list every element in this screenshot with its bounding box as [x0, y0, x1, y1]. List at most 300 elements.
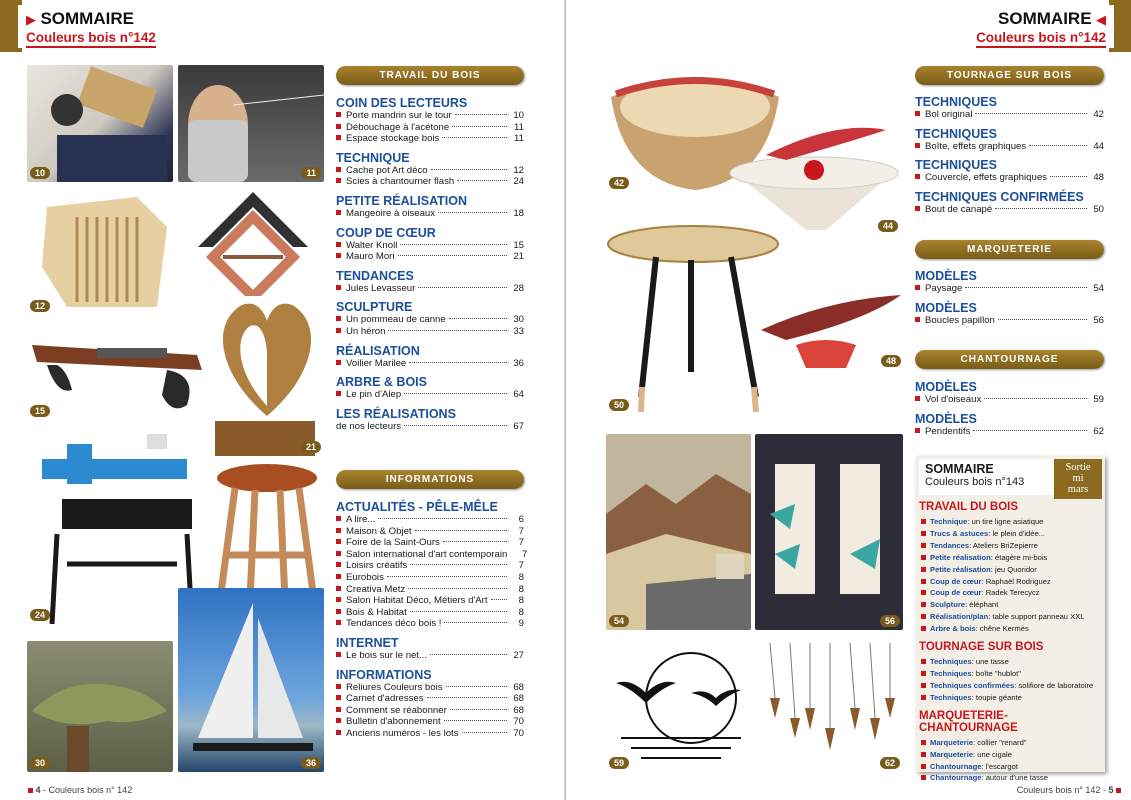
section-marqueterie: MARQUETERIE	[915, 240, 1104, 259]
bullet-icon	[336, 718, 341, 723]
toc-entry-page: 12	[513, 164, 524, 176]
dot-leader	[408, 588, 507, 589]
toc-entry-page: 15	[513, 239, 524, 251]
next-issue-item-value: : éléphant	[965, 600, 999, 610]
toc-entry-label: Carnet d'adresses	[346, 693, 424, 705]
next-issue-item-key: Tendances	[930, 540, 970, 550]
toc-heading: SCULPTURE	[336, 300, 413, 315]
next-issue-section-title: TRAVAIL DU BOIS	[919, 501, 1019, 513]
toc-entry-page: 28	[513, 282, 524, 294]
bullet-icon	[336, 360, 341, 365]
toc-heading: TECHNIQUE	[336, 150, 410, 165]
photo-number: 59	[609, 757, 629, 769]
photo-11	[178, 65, 324, 182]
left-header	[18, 5, 178, 48]
bullet-icon	[336, 551, 341, 556]
next-issue-item	[921, 692, 1105, 704]
bullet-icon	[336, 167, 341, 172]
toc-entry[interactable]	[336, 716, 524, 728]
toc-entry[interactable]	[336, 650, 524, 662]
toc-entry-label: Cache pot Art déco	[346, 164, 428, 176]
toc-entry-page: 27	[513, 649, 524, 661]
toc-entry-label: Boîte, effets graphiques	[925, 140, 1027, 152]
dot-leader	[443, 541, 507, 542]
toc-entry-label: Salon Habitat Déco, Métiers d'Art	[346, 595, 488, 607]
section-travail-du-bois: TRAVAIL DU BOIS	[336, 66, 524, 85]
toc-heading: MODÈLES	[915, 411, 977, 426]
toc-entry-label: Salon international d'art contemporain	[346, 548, 508, 560]
bullet-icon	[336, 528, 341, 533]
toc-entry-label: Couvercle, effets graphiques	[925, 172, 1047, 184]
toc-entry-page: 68	[513, 704, 524, 716]
dot-leader	[404, 425, 507, 426]
toc-heading: MODÈLES	[915, 380, 977, 394]
toc-entry-page: 11	[514, 121, 524, 133]
bullet-icon	[28, 788, 33, 793]
toc-entry-label: Walter Knoll	[346, 239, 398, 251]
toc-entry-page: 8	[518, 595, 524, 607]
next-issue-item	[921, 656, 1105, 668]
toc-chantournage	[915, 374, 1104, 437]
photo-62	[755, 638, 903, 772]
dot-leader	[449, 318, 507, 319]
next-issue-item-value: : une cigale	[973, 749, 1012, 759]
toc-entry-label: Mauro Mori	[346, 251, 395, 263]
next-issue-subtitle: Couleurs bois n°143	[925, 476, 1025, 488]
next-issue-item-value: : jeu Quoridor	[990, 564, 1037, 574]
toc-heading: TECHNIQUES	[915, 126, 997, 141]
next-issue-item	[921, 564, 1105, 576]
toc-entry-page: 7	[518, 525, 524, 537]
bullet-icon	[336, 562, 341, 567]
photo-number: 21	[301, 441, 321, 453]
toc-entry[interactable]	[336, 358, 524, 370]
toc-heading: INTERNET	[336, 635, 399, 650]
dot-leader	[409, 362, 507, 363]
photo-number: 11	[301, 167, 321, 179]
next-issue-item	[921, 737, 1105, 749]
next-issue-item-key: Chantournage	[930, 773, 982, 783]
dot-leader	[415, 530, 507, 531]
bullet-icon	[336, 285, 341, 290]
next-issue-item-value: : un tire ligne asiatique	[967, 517, 1044, 526]
toc-entry[interactable]	[336, 176, 524, 188]
toc-entry[interactable]	[336, 607, 524, 619]
left-page	[0, 0, 565, 800]
next-issue-list	[916, 501, 1105, 784]
bullet-icon	[336, 135, 341, 140]
bullet-icon	[915, 174, 920, 179]
toc-entry-label: Tendances déco bois !	[346, 618, 442, 630]
photo-12	[27, 187, 173, 315]
toc-heading: ARBRE & BOIS	[336, 375, 427, 390]
bullet-icon	[915, 206, 920, 211]
bullet-icon	[336, 516, 341, 521]
toc-entry[interactable]	[915, 141, 1104, 153]
toc-entry[interactable]	[336, 240, 524, 252]
photo-44	[726, 125, 901, 235]
toc-heading: TECHNIQUES CONFIRMÉES	[915, 189, 1084, 204]
toc-entry-page: 64	[513, 389, 524, 401]
bullet-icon	[336, 730, 341, 735]
dot-leader	[410, 564, 507, 565]
dot-leader	[388, 330, 507, 331]
toc-entry[interactable]	[336, 122, 524, 134]
toc-entry-page: 21	[513, 251, 524, 263]
toc-marqueterie	[915, 263, 1104, 326]
next-issue-item-value: : l'escargot	[981, 761, 1018, 771]
toc-entry-page: 33	[513, 325, 524, 337]
next-issue-item-key: Arbre & bois	[930, 624, 976, 634]
toc-entry[interactable]	[336, 548, 528, 561]
photo-number: 30	[30, 757, 50, 769]
bullet-icon	[336, 609, 341, 614]
toc-entry-page: 68	[513, 681, 524, 693]
next-issue-item-value: : collier "renard"	[973, 737, 1027, 747]
bullet-icon	[336, 316, 341, 321]
next-issue-item-key: Coup de cœur	[930, 576, 982, 586]
toc-entry-label: Comment se réabonner	[346, 704, 447, 716]
toc-heading: INFORMATIONS	[336, 667, 432, 682]
dot-leader	[430, 654, 507, 655]
toc-entry[interactable]	[336, 514, 524, 526]
toc-entry-label: Foire de la Saint-Ours	[346, 537, 440, 549]
dot-leader	[418, 287, 507, 288]
dot-leader	[444, 622, 507, 623]
bullet-icon	[1116, 788, 1121, 793]
toc-entry-page: 8	[518, 571, 524, 583]
toc-entry-label: Voilier Marilee	[346, 357, 407, 369]
toc-entry-page: 7	[518, 537, 524, 549]
photo-number: 10	[30, 167, 50, 179]
toc-entry[interactable]	[336, 618, 524, 630]
bullet-icon	[915, 428, 920, 433]
dot-leader	[378, 518, 507, 519]
toc-travail-du-bois	[336, 90, 524, 432]
toc-heading: ACTUALITÉS - PÊLE-MÊLE	[336, 500, 498, 514]
toc-entry-label: Creativa Metz	[346, 583, 406, 595]
toc-entry-page: 6	[518, 514, 524, 525]
next-issue-item-key: Réalisation/plan	[930, 612, 989, 622]
toc-entry-label: Espace stockage bois	[346, 133, 440, 145]
bullet-icon	[336, 539, 341, 544]
bullet-icon	[921, 567, 926, 572]
bullet-icon	[921, 626, 926, 631]
bullet-icon	[336, 210, 341, 215]
page-number: 5	[1108, 785, 1114, 795]
photo-50	[606, 222, 781, 414]
dot-leader	[995, 208, 1087, 209]
dot-leader	[455, 114, 507, 115]
next-issue-item	[921, 599, 1105, 611]
next-issue-box	[916, 456, 1105, 783]
next-issue-item-value: : une tasse	[971, 657, 1009, 667]
photo-28	[210, 460, 324, 608]
toc-entry[interactable]	[336, 133, 524, 145]
bullet-icon	[336, 328, 341, 333]
bullet-icon	[921, 590, 926, 595]
toc-entry[interactable]	[336, 693, 524, 705]
toc-entry-page: 11	[514, 133, 524, 145]
photo-number: 62	[880, 757, 900, 769]
next-issue-item	[921, 772, 1105, 784]
dot-leader	[491, 599, 507, 600]
toc-heading: TECHNIQUES	[915, 158, 997, 173]
dot-leader	[965, 287, 1087, 288]
badge-line: Sortie	[1065, 462, 1091, 473]
toc-entry-label: Porte mandrin sur le tour	[346, 110, 452, 121]
toc-entry-label: Eurobois	[346, 571, 384, 583]
photo-30	[27, 641, 173, 772]
photo-number: 48	[881, 355, 901, 367]
next-issue-item-value: : Radek Terecycz	[981, 588, 1040, 598]
next-issue-item-key: Petite réalisation	[930, 564, 991, 574]
next-issue-item-key: Coup de cœur	[930, 588, 982, 598]
toc-entry-label: Le pin d'Alep	[346, 389, 402, 401]
toc-entry-page: 59	[1093, 394, 1104, 405]
toc-entry[interactable]	[336, 705, 524, 717]
toc-entry-page: 48	[1093, 172, 1104, 184]
toc-heading: PETITE RÉALISATION	[336, 193, 468, 208]
toc-tournage	[915, 89, 1104, 215]
toc-entry-page: 70	[513, 727, 524, 739]
toc-entry-page: 9	[518, 618, 524, 630]
toc-heading: RÉALISATION	[336, 343, 420, 358]
toc-heading: LES RÉALISATIONS	[336, 406, 456, 421]
bullet-icon	[336, 707, 341, 712]
toc-heading: COUP DE CŒUR	[336, 225, 436, 240]
next-issue-item-key: Technique	[930, 517, 968, 526]
bullet-icon	[336, 124, 341, 129]
next-issue-item	[921, 668, 1105, 680]
toc-entry-label: Scies à chantourner flash	[346, 176, 455, 188]
bullet-icon	[336, 178, 341, 183]
next-issue-item	[921, 576, 1105, 588]
toc-entry-label: Jules Levasseur	[346, 282, 416, 294]
right-page	[566, 0, 1131, 800]
next-issue-item-value: : boîte "hublot"	[971, 668, 1021, 678]
next-issue-item-value: : chêne Kermès	[975, 624, 1029, 634]
toc-entry[interactable]	[336, 728, 524, 740]
toc-entry-page: 70	[513, 716, 524, 728]
toc-entry[interactable]	[336, 526, 524, 538]
bullet-icon	[915, 285, 920, 290]
toc-entry[interactable]	[915, 426, 1104, 438]
next-issue-title: SOMMAIRE	[925, 462, 994, 476]
bullet-icon	[921, 614, 926, 619]
header-title: SOMMAIRE	[40, 9, 134, 28]
section-informations: INFORMATIONS	[336, 470, 524, 489]
toc-entry-label: Anciens numéros - les lots	[346, 727, 459, 739]
badge-line: mars	[1067, 484, 1089, 495]
dot-leader	[444, 720, 507, 721]
next-issue-item	[921, 623, 1105, 635]
toc-entry-page: 18	[513, 207, 524, 219]
toc-entry-page: 56	[1093, 314, 1104, 326]
bullet-icon	[915, 396, 920, 401]
next-issue-item-key: Petite réalisation	[930, 552, 991, 562]
section-chantournage: CHANTOURNAGE	[915, 350, 1104, 369]
toc-entry[interactable]	[336, 389, 524, 401]
photo-59	[606, 638, 751, 772]
next-issue-item-key: Techniques	[930, 657, 972, 667]
photo-54	[606, 434, 751, 630]
next-issue-item-key: Trucs & astuces	[930, 528, 989, 538]
bullet-icon	[336, 586, 341, 591]
photo-number: 12	[30, 300, 50, 312]
dot-leader	[998, 319, 1087, 320]
bullet-icon	[915, 317, 920, 322]
section-tournage-sur-bois: TOURNAGE SUR BOIS	[915, 66, 1104, 85]
bullet-icon	[921, 602, 926, 607]
toc-entry-page: 42	[1093, 109, 1104, 120]
dot-leader	[387, 576, 507, 577]
toc-entry-label: Débouchage à l'acétone	[346, 121, 450, 133]
toc-entry[interactable]	[336, 584, 524, 596]
footer-text: - Couleurs bois n° 142	[43, 785, 133, 795]
right-header	[954, 5, 1114, 48]
bullet-icon	[336, 574, 341, 579]
toc-entry-label: Loisirs créatifs	[346, 560, 408, 572]
toc-entry[interactable]	[336, 208, 524, 220]
next-issue-item-value: : Raphaël Rodriguez	[981, 576, 1051, 586]
toc-entry[interactable]	[915, 109, 1104, 121]
left-footer	[28, 785, 132, 795]
toc-entry[interactable]	[336, 314, 524, 326]
dot-leader	[398, 255, 507, 256]
release-badge	[1054, 459, 1102, 499]
toc-entry-label: Bulletin d'abonnement	[346, 716, 441, 728]
bullet-icon	[921, 683, 926, 688]
toc-entry[interactable]	[336, 572, 524, 584]
footer-text: Couleurs bois n° 142 -	[1016, 785, 1106, 795]
bullet-icon	[921, 531, 926, 536]
toc-entry-page: 36	[513, 357, 524, 369]
right-footer	[1017, 785, 1121, 795]
toc-entry[interactable]	[336, 165, 524, 177]
dot-leader	[1029, 145, 1087, 146]
badge-line: mi	[1072, 473, 1084, 484]
bullet-icon	[921, 752, 926, 757]
photo-56	[755, 434, 903, 630]
bullet-icon	[336, 620, 341, 625]
photo-48	[756, 290, 904, 370]
toc-entry[interactable]	[915, 172, 1104, 184]
toc-entry[interactable]	[336, 283, 524, 295]
next-issue-header	[919, 459, 1102, 495]
photo-36	[178, 588, 324, 772]
dot-leader	[410, 611, 507, 612]
toc-entry-label: Boucles papillon	[925, 314, 995, 326]
toc-entry-page: 30	[513, 314, 524, 326]
toc-entry[interactable]	[336, 421, 524, 433]
photo-10	[27, 65, 173, 182]
dot-leader	[446, 686, 507, 687]
toc-entry-label: Pendentifs	[925, 425, 971, 437]
dot-leader	[450, 709, 507, 710]
next-issue-item-key: Techniques	[930, 692, 972, 702]
toc-entry[interactable]	[915, 283, 1104, 295]
toc-entry-label: Bois & Habitat	[346, 606, 407, 618]
toc-entry-page: 54	[1093, 283, 1104, 294]
toc-entry-page: 10	[513, 110, 524, 121]
dot-leader	[431, 169, 507, 170]
header-subtitle: Couleurs bois n°142	[976, 30, 1106, 48]
bullet-icon	[336, 391, 341, 396]
photo-number: 44	[878, 220, 898, 232]
toc-entry-label: Le bois sur le net...	[346, 649, 428, 661]
dot-leader	[1050, 176, 1087, 177]
next-issue-item	[921, 516, 1105, 528]
toc-entry-page: 8	[518, 583, 524, 595]
header-title: SOMMAIRE	[998, 9, 1092, 28]
toc-entry-page: 7	[521, 548, 528, 560]
next-issue-item	[921, 761, 1105, 773]
toc-entry[interactable]	[915, 204, 1104, 216]
arrow-left-icon: ◀	[1096, 12, 1106, 27]
toc-entry-page: 44	[1093, 140, 1104, 152]
dot-leader	[442, 137, 507, 138]
bullet-icon	[915, 143, 920, 148]
next-issue-item-value: : autour d'une tasse	[981, 773, 1048, 783]
toc-entry[interactable]	[336, 537, 524, 549]
toc-entry[interactable]	[336, 251, 524, 263]
next-issue-item	[921, 587, 1105, 599]
photo-15	[27, 320, 209, 420]
toc-entry[interactable]	[915, 315, 1104, 327]
toc-entry[interactable]	[336, 682, 524, 694]
photo-21	[210, 296, 324, 456]
toc-entry-label: Bout de canapé	[925, 203, 993, 215]
bullet-icon	[336, 695, 341, 700]
dot-leader	[975, 113, 1087, 114]
toc-entry[interactable]	[336, 326, 524, 338]
dot-leader	[427, 697, 507, 698]
bullet-icon	[921, 764, 926, 769]
toc-informations	[336, 494, 528, 740]
header-subtitle: Couleurs bois n°142	[26, 30, 156, 48]
next-issue-item-value: : Ateliers BriZepierre	[969, 540, 1038, 550]
dot-leader	[404, 393, 507, 394]
toc-entry[interactable]	[336, 560, 524, 572]
photo-number: 54	[609, 615, 629, 627]
next-issue-item	[921, 552, 1105, 564]
page-number: 4	[35, 785, 41, 795]
toc-entry[interactable]	[915, 394, 1104, 406]
next-issue-item-value: : le plein d'idée...	[988, 528, 1046, 538]
toc-entry-label: Bol original	[925, 109, 973, 120]
toc-entry[interactable]	[336, 110, 524, 122]
bullet-icon	[336, 684, 341, 689]
toc-entry-label: Vol d'oiseaux	[925, 394, 982, 405]
toc-entry-label: Maison & Objet	[346, 525, 412, 537]
bullet-icon	[921, 579, 926, 584]
dot-leader	[462, 732, 507, 733]
toc-entry-page: 24	[513, 176, 524, 188]
next-issue-item-key: Chantournage	[930, 761, 982, 771]
bullet-icon	[921, 519, 926, 524]
bullet-icon	[921, 671, 926, 676]
next-issue-item-value: : étagère mi-bois	[990, 552, 1048, 562]
next-issue-section-title: MARQUETERIE-CHANTOURNAGE	[919, 709, 1018, 734]
next-issue-item	[921, 680, 1105, 692]
toc-entry-label: Paysage	[925, 283, 963, 294]
toc-entry-page: 67	[513, 420, 524, 432]
toc-entry[interactable]	[336, 595, 524, 607]
next-issue-item-value: : solifiore de laboratoire	[1014, 680, 1094, 690]
toc-entry-label: A lire...	[346, 514, 376, 525]
next-issue-item-key: Techniques	[930, 668, 972, 678]
